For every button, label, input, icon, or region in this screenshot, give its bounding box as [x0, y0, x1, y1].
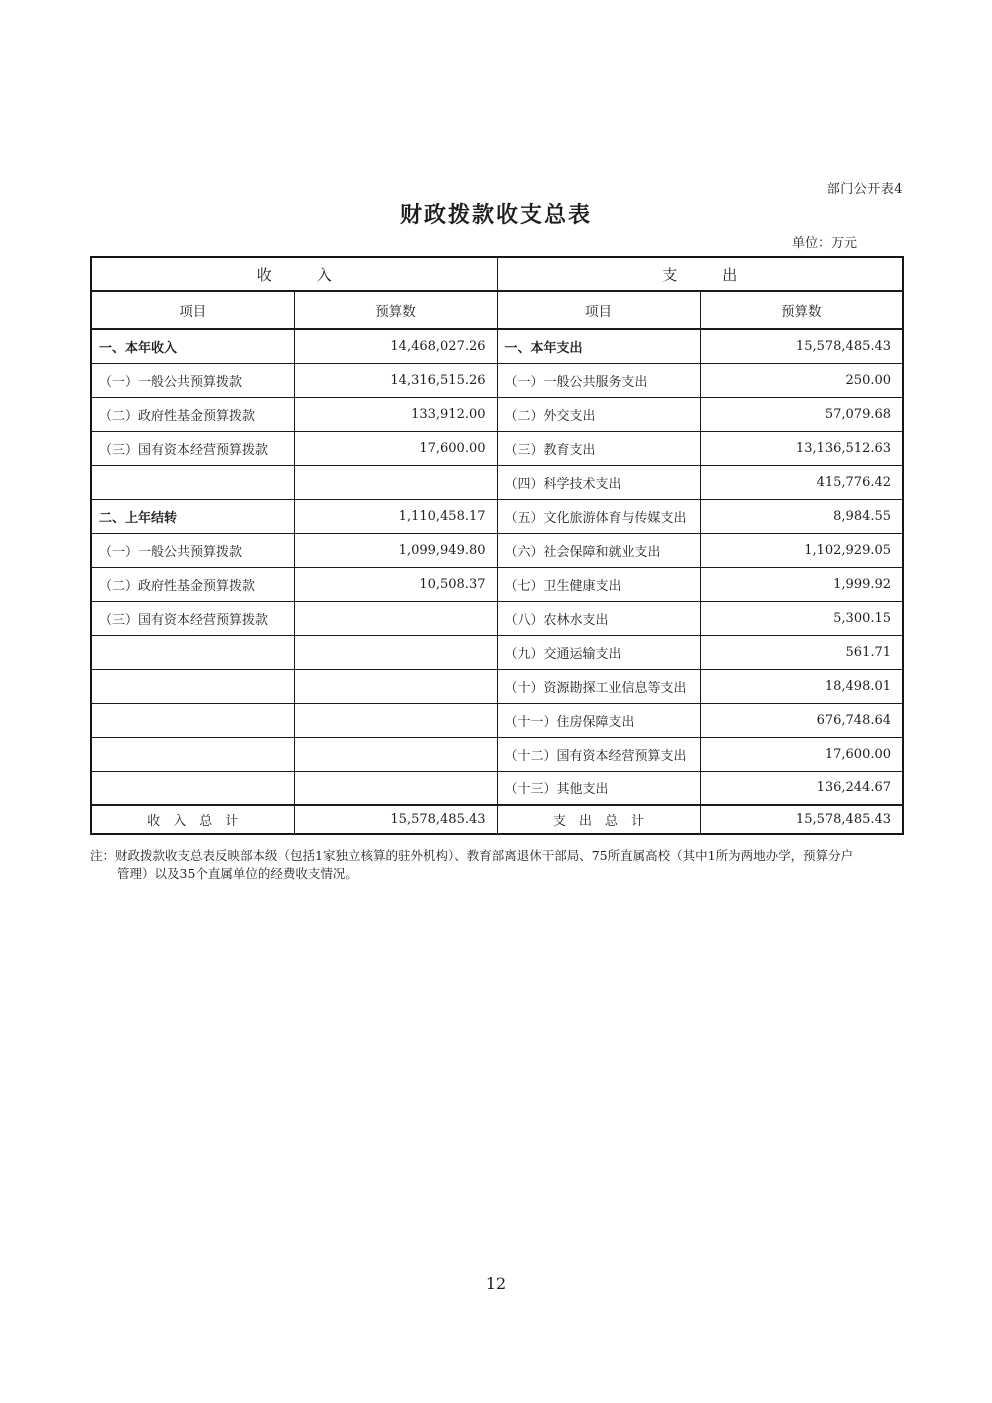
expense-value-cell: 18,498.01 [700, 669, 903, 703]
income-total-label: 收 入 总 计 [91, 805, 294, 834]
expense-value-cell: 57,079.68 [700, 397, 903, 431]
expense-value-cell: 250.00 [700, 363, 903, 397]
expense-item-cell: （十二）国有资本经营预算支出 [497, 737, 700, 771]
expense-value-cell: 5,300.15 [700, 601, 903, 635]
expense-item-cell: （八）农林水支出 [497, 601, 700, 635]
income-item-cell: （一）一般公共预算拨款 [91, 533, 294, 567]
table-row [91, 397, 903, 431]
income-value-cell [294, 601, 497, 635]
expense-item-cell: （二）外交支出 [497, 397, 700, 431]
income-item-cell: （三）国有资本经营预算拨款 [91, 431, 294, 465]
income-value-cell [294, 703, 497, 737]
table-row [91, 499, 903, 533]
income-item-cell [91, 771, 294, 805]
table-row [91, 737, 903, 771]
expense-item-cell: （十一）住房保障支出 [497, 703, 700, 737]
footnote-line-2: 管理）以及35个直属单位的经费收支情况。 [117, 866, 358, 881]
income-item-cell [91, 703, 294, 737]
page-title: 财政拨款收支总表 [399, 202, 592, 228]
income-section-header: 收 入 [91, 257, 497, 291]
expense-item-cell: （三）教育支出 [497, 431, 700, 465]
income-value-cell: 1,099,949.80 [294, 533, 497, 567]
income-item-cell: （一）一般公共预算拨款 [91, 363, 294, 397]
footnote [90, 847, 912, 883]
income-item-cell: （二）政府性基金预算拨款 [91, 567, 294, 601]
expense-item-cell: （五）文化旅游体育与传媒支出 [497, 499, 700, 533]
expense-item-cell: （十）资源勘探工业信息等支出 [497, 669, 700, 703]
expense-total-label: 支 出 总 计 [497, 805, 700, 834]
income-item-cell [91, 465, 294, 499]
income-item-cell: （二）政府性基金预算拨款 [91, 397, 294, 431]
expense-item-cell: （四）科学技术支出 [497, 465, 700, 499]
expense-item-cell: （一）一般公共服务支出 [497, 363, 700, 397]
expense-value-cell: 13,136,512.63 [700, 431, 903, 465]
income-item-cell: （三）国有资本经营预算拨款 [91, 601, 294, 635]
expense-value-cell: 676,748.64 [700, 703, 903, 737]
budget-table [90, 256, 904, 835]
expense-value-cell: 415,776.42 [700, 465, 903, 499]
expense-value-cell: 15,578,485.43 [700, 329, 903, 363]
expense-value-cell: 17,600.00 [700, 737, 903, 771]
expense-value-cell: 8,984.55 [700, 499, 903, 533]
income-item-cell [91, 737, 294, 771]
income-value-cell [294, 465, 497, 499]
total-row [91, 805, 903, 834]
table-row [91, 363, 903, 397]
doc-label: 部门公开表4 [826, 182, 903, 197]
expense-item-cell: （九）交通运输支出 [497, 635, 700, 669]
income-item-cell [91, 669, 294, 703]
table-row [91, 703, 903, 737]
table-row [91, 635, 903, 669]
income-value-cell [294, 635, 497, 669]
expense-item-cell: （七）卫生健康支出 [497, 567, 700, 601]
table-row [91, 329, 903, 363]
income-value-cell: 1,110,458.17 [294, 499, 497, 533]
expense-value-cell: 136,244.67 [700, 771, 903, 805]
income-item-cell: 二、上年结转 [91, 499, 294, 533]
footnote-line-1: 注：财政拨款收支总表反映部本级（包括1家独立核算的驻外机构）、教育部离退休干部局、75所直属高校（其中1所为两地办学，预算分户 [90, 848, 854, 863]
income-item-cell: 一、本年收入 [91, 329, 294, 363]
income-value-cell [294, 737, 497, 771]
table-row [91, 567, 903, 601]
expense-total-value: 15,578,485.43 [700, 805, 903, 834]
column-header-row [91, 291, 903, 329]
expense-value-cell: 1,102,929.05 [700, 533, 903, 567]
section-header-row [91, 257, 903, 291]
expense-value-cell: 1,999.92 [700, 567, 903, 601]
table-row [91, 669, 903, 703]
income-value-cell [294, 669, 497, 703]
income-value-cell: 14,468,027.26 [294, 329, 497, 363]
table-row [91, 431, 903, 465]
expense-item-cell: （六）社会保障和就业支出 [497, 533, 700, 567]
expense-item-cell: 一、本年支出 [497, 329, 700, 363]
income-value-cell [294, 771, 497, 805]
expense-value-cell: 561.71 [700, 635, 903, 669]
table-row [91, 465, 903, 499]
unit-label: 单位：万元 [791, 236, 857, 251]
income-value-cell: 17,600.00 [294, 431, 497, 465]
income-value-cell: 14,316,515.26 [294, 363, 497, 397]
expense-item-cell: （十三）其他支出 [497, 771, 700, 805]
income-item-column-header: 项目 [91, 291, 294, 329]
table-row [91, 533, 903, 567]
expense-budget-column-header: 预算数 [700, 291, 903, 329]
income-budget-column-header: 预算数 [294, 291, 497, 329]
income-value-cell: 10,508.37 [294, 567, 497, 601]
income-total-value: 15,578,485.43 [294, 805, 497, 834]
income-item-cell [91, 635, 294, 669]
expense-section-header: 支 出 [497, 257, 903, 291]
table-row [91, 601, 903, 635]
table-row [91, 771, 903, 805]
income-value-cell: 133,912.00 [294, 397, 497, 431]
expense-item-column-header: 项目 [497, 291, 700, 329]
page-number: 12 [485, 1274, 507, 1293]
